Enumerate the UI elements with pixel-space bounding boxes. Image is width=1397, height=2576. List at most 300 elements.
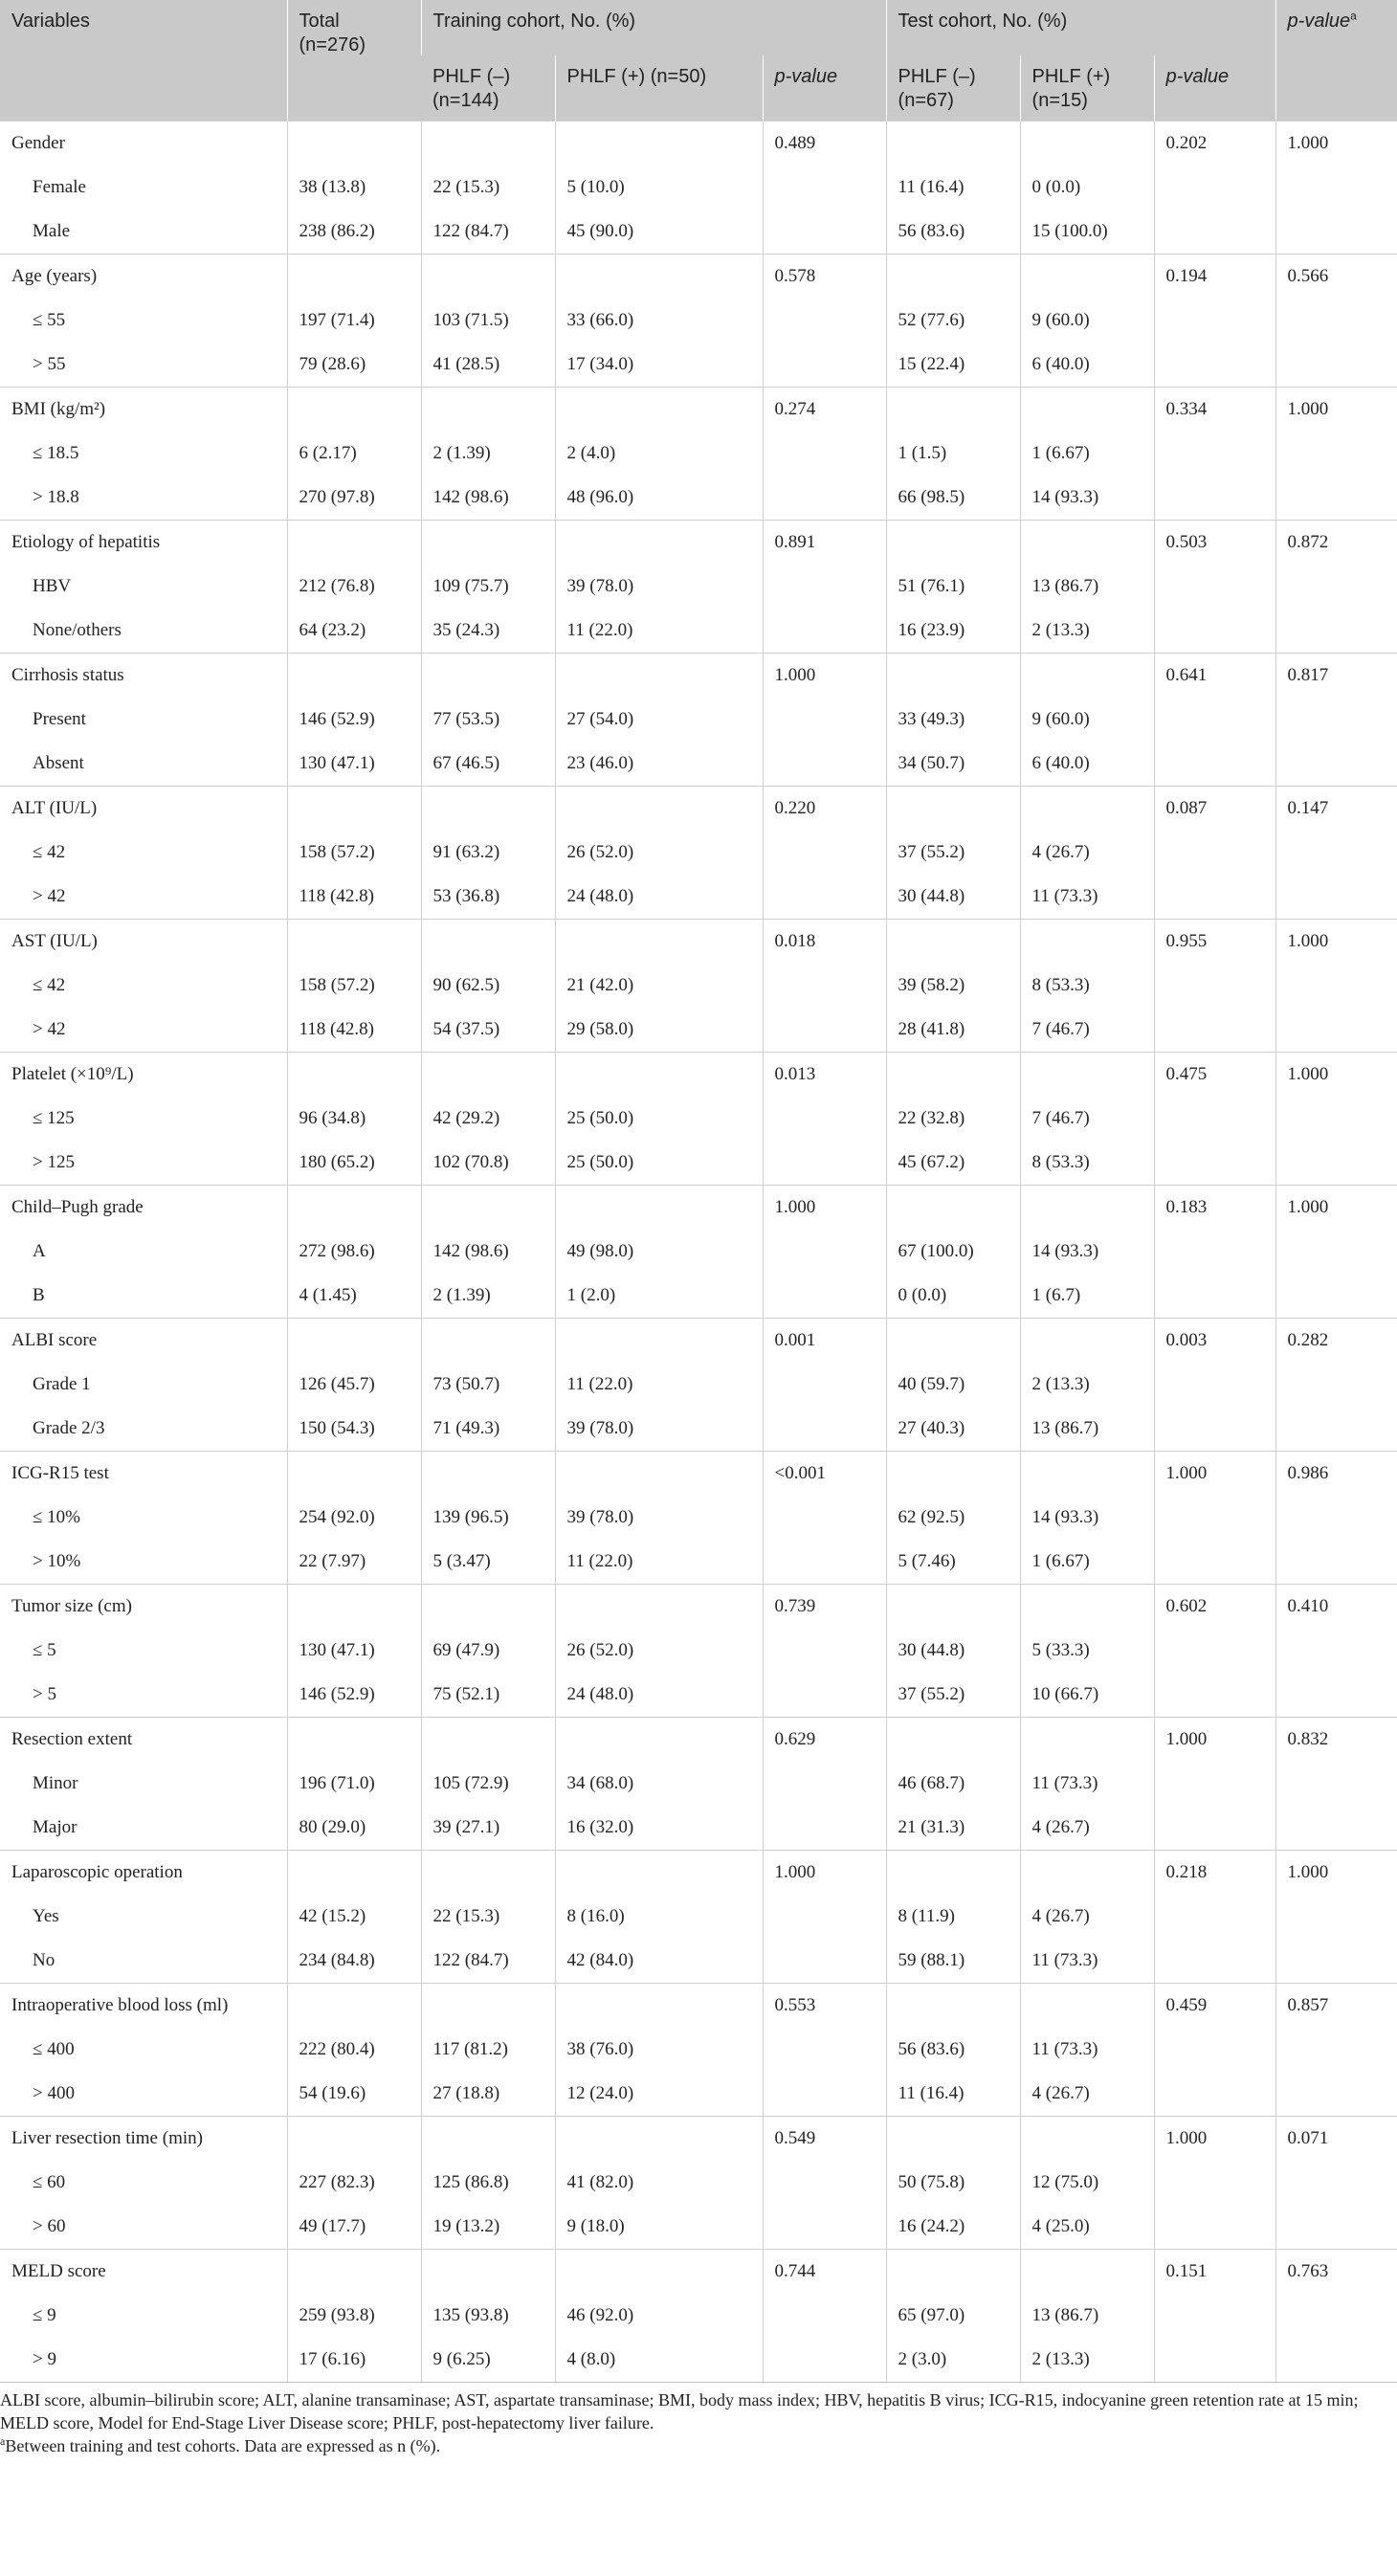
variable-label: Laparoscopic operation: [0, 1851, 287, 1896]
total-cell: 180 (65.2): [287, 1141, 421, 1186]
variable-category-row: [0, 875, 1397, 920]
training-p-value-cell: [763, 2161, 886, 2205]
overall-p-value-cell: 0.872: [1275, 521, 1397, 566]
variable-category-row: [0, 210, 1397, 255]
variable-label: Major: [33, 1817, 78, 1837]
test-phlf-neg-cell: 65 (97.0): [886, 2294, 1020, 2338]
test-phlf-pos-cell: 14 (93.3): [1020, 476, 1154, 521]
training-p-value-cell: 0.220: [763, 787, 886, 832]
overall-p-value-cell: [1275, 2294, 1397, 2338]
test-phlf-neg-cell: [886, 1851, 1020, 1896]
test-p-value-cell: [1154, 343, 1275, 388]
total-cell: [287, 255, 421, 300]
variable-category-row: [0, 2028, 1397, 2072]
test-p-value-cell: [1154, 609, 1275, 654]
test-phlf-neg-cell: [886, 787, 1020, 832]
variable-label: B: [33, 1285, 45, 1305]
variable-label: Minor: [33, 1773, 78, 1793]
variable-group-row: [0, 1319, 1397, 1364]
variable-label: > 400: [33, 2083, 75, 2103]
footnote-a-marker: a: [0, 2434, 6, 2448]
test-p-value-cell: 0.503: [1154, 521, 1275, 566]
total-cell: [287, 1851, 421, 1896]
training-p-value-cell: 0.013: [763, 1053, 886, 1098]
training-phlf-neg-cell: [421, 1718, 555, 1763]
training-phlf-pos-cell: 41 (82.0): [555, 2161, 763, 2205]
training-phlf-pos-cell: 25 (50.0): [555, 1141, 763, 1186]
training-phlf-neg-cell: 9 (6.25): [421, 2338, 555, 2383]
test-phlf-pos-cell: [1020, 1452, 1154, 1497]
test-phlf-neg-cell: 16 (24.2): [886, 2205, 1020, 2250]
variable-category-row: [0, 1939, 1397, 1984]
overall-p-value-cell: [1275, 343, 1397, 388]
variable-group-row: [0, 1984, 1397, 2029]
training-p-value-cell: [763, 1363, 886, 1407]
training-phlf-pos-cell: 29 (58.0): [555, 1008, 763, 1053]
total-cell: 42 (15.2): [287, 1895, 421, 1939]
test-phlf-pos-cell: [1020, 920, 1154, 965]
test-phlf-pos-cell: 4 (26.7): [1020, 1895, 1154, 1939]
training-p-value-cell: [763, 875, 886, 920]
overall-p-value-cell: [1275, 875, 1397, 920]
test-phlf-pos-cell: 2 (13.3): [1020, 609, 1154, 654]
training-p-value-cell: 1.000: [763, 1851, 886, 1896]
training-phlf-pos-cell: 1 (2.0): [555, 1274, 763, 1319]
variable-label: No: [33, 1950, 55, 1970]
test-phlf-pos-cell: 14 (93.3): [1020, 1230, 1154, 1274]
variable-label: Etiology of hepatitis: [0, 521, 287, 566]
header-test-p-value-text: p-value: [1165, 66, 1230, 87]
training-p-value-cell: 0.553: [763, 1984, 886, 2029]
variable-category-row: [0, 1274, 1397, 1319]
training-phlf-neg-cell: [421, 122, 555, 167]
test-p-value-cell: 0.641: [1154, 654, 1275, 699]
overall-p-value-cell: [1275, 609, 1397, 654]
test-p-value-cell: [1154, 166, 1275, 210]
test-phlf-pos-cell: 1 (6.7): [1020, 1274, 1154, 1319]
variable-group-row: [0, 388, 1397, 433]
training-p-value-cell: [763, 2294, 886, 2338]
variable-label: > 125: [33, 1152, 75, 1172]
overall-p-value-cell: 1.000: [1275, 920, 1397, 965]
overall-p-value-cell: [1275, 1540, 1397, 1585]
training-phlf-pos-cell: [555, 521, 763, 566]
test-phlf-neg-cell: 15 (22.4): [886, 343, 1020, 388]
table-header: [0, 0, 1397, 122]
training-phlf-neg-cell: 122 (84.7): [421, 210, 555, 255]
header-overall-p-value-text: p-value: [1287, 11, 1351, 32]
test-phlf-pos-cell: 8 (53.3): [1020, 964, 1154, 1008]
variable-category-row: [0, 1008, 1397, 1053]
test-phlf-pos-cell: 8 (53.3): [1020, 1141, 1154, 1186]
total-cell: 197 (71.4): [287, 299, 421, 343]
test-p-value-cell: 0.218: [1154, 1851, 1275, 1896]
variable-category-row: [0, 2205, 1397, 2250]
training-phlf-neg-cell: [421, 1186, 555, 1231]
overall-p-value-cell: [1275, 698, 1397, 742]
variable-category-row: [0, 1895, 1397, 1939]
training-p-value-cell: [763, 609, 886, 654]
overall-p-value-cell: [1275, 1230, 1397, 1274]
total-cell: [287, 521, 421, 566]
overall-p-value-cell: 1.000: [1275, 122, 1397, 167]
test-p-value-cell: [1154, 1274, 1275, 1319]
training-phlf-neg-cell: 22 (15.3): [421, 1895, 555, 1939]
total-cell: [287, 654, 421, 699]
test-phlf-pos-cell: 2 (13.3): [1020, 1363, 1154, 1407]
variable-category-row: [0, 831, 1397, 875]
test-p-value-cell: [1154, 2338, 1275, 2383]
training-phlf-neg-cell: 102 (70.8): [421, 1141, 555, 1186]
total-cell: 96 (34.8): [287, 1097, 421, 1141]
training-phlf-neg-cell: 103 (71.5): [421, 299, 555, 343]
training-phlf-neg-cell: 19 (13.2): [421, 2205, 555, 2250]
training-phlf-pos-cell: 23 (46.0): [555, 742, 763, 787]
training-p-value-cell: [763, 210, 886, 255]
training-phlf-neg-cell: 2 (1.39): [421, 432, 555, 476]
variable-label: ≤ 5: [33, 1640, 56, 1660]
variable-label: A: [33, 1241, 46, 1261]
training-p-value-cell: [763, 964, 886, 1008]
variable-category-row: [0, 1806, 1397, 1851]
overall-p-value-cell: [1275, 1806, 1397, 1851]
overall-p-value-cell: [1275, 1274, 1397, 1319]
test-p-value-cell: [1154, 964, 1275, 1008]
variable-label: Liver resection time (min): [0, 2117, 287, 2162]
total-cell: [287, 2117, 421, 2162]
overall-p-value-cell: [1275, 1629, 1397, 1673]
total-cell: [287, 787, 421, 832]
variable-category-row: [0, 1540, 1397, 1585]
test-phlf-pos-cell: 12 (75.0): [1020, 2161, 1154, 2205]
test-phlf-pos-cell: 2 (13.3): [1020, 2338, 1154, 2383]
variable-group-row: [0, 920, 1397, 965]
variable-label: Platelet (×10⁹/L): [0, 1053, 287, 1098]
training-p-value-cell: [763, 1629, 886, 1673]
variable-category-row: [0, 166, 1397, 210]
variable-label: ≤ 60: [33, 2172, 66, 2192]
test-p-value-cell: [1154, 1629, 1275, 1673]
training-phlf-pos-cell: 24 (48.0): [555, 1673, 763, 1718]
total-cell: 158 (57.2): [287, 964, 421, 1008]
variable-label: > 10%: [33, 1551, 81, 1571]
test-phlf-pos-cell: 14 (93.3): [1020, 1496, 1154, 1540]
variable-label: > 42: [33, 1019, 66, 1039]
test-p-value-cell: 0.194: [1154, 255, 1275, 300]
test-p-value-cell: [1154, 2161, 1275, 2205]
variable-label: ≤ 18.5: [33, 443, 79, 463]
test-p-value-cell: [1154, 2028, 1275, 2072]
training-phlf-pos-cell: 33 (66.0): [555, 299, 763, 343]
overall-p-value-cell: 1.000: [1275, 1186, 1397, 1231]
header-total: Total (n=276): [287, 0, 421, 122]
overall-p-value-cell: [1275, 1407, 1397, 1452]
training-phlf-neg-cell: [421, 1585, 555, 1630]
test-phlf-neg-cell: 46 (68.7): [886, 1762, 1020, 1806]
training-phlf-pos-cell: 11 (22.0): [555, 1540, 763, 1585]
total-cell: [287, 1984, 421, 2029]
test-p-value-cell: [1154, 1895, 1275, 1939]
test-phlf-neg-cell: 56 (83.6): [886, 2028, 1020, 2072]
test-p-value-cell: 0.334: [1154, 388, 1275, 433]
variable-label: Cirrhosis status: [0, 654, 287, 699]
total-cell: 238 (86.2): [287, 210, 421, 255]
training-p-value-cell: [763, 1895, 886, 1939]
training-phlf-neg-cell: 41 (28.5): [421, 343, 555, 388]
training-phlf-pos-cell: 27 (54.0): [555, 698, 763, 742]
total-cell: 79 (28.6): [287, 343, 421, 388]
training-phlf-pos-cell: 39 (78.0): [555, 565, 763, 609]
test-phlf-pos-cell: 7 (46.7): [1020, 1097, 1154, 1141]
total-cell: [287, 388, 421, 433]
overall-p-value-cell: 0.763: [1275, 2250, 1397, 2295]
training-p-value-cell: 0.629: [763, 1718, 886, 1763]
training-phlf-neg-cell: 135 (93.8): [421, 2294, 555, 2338]
variable-label: Intraoperative blood loss (ml): [0, 1984, 287, 2029]
test-phlf-pos-cell: [1020, 255, 1154, 300]
variable-label: ALT (IU/L): [0, 787, 287, 832]
total-cell: [287, 2250, 421, 2295]
training-phlf-neg-cell: 142 (98.6): [421, 1230, 555, 1274]
variable-label: Grade 2/3: [33, 1418, 105, 1438]
total-cell: 38 (13.8): [287, 166, 421, 210]
training-phlf-neg-cell: 77 (53.5): [421, 698, 555, 742]
footnote-a: [0, 2434, 1386, 2457]
training-p-value-cell: [763, 2338, 886, 2383]
test-phlf-pos-cell: 10 (66.7): [1020, 1673, 1154, 1718]
training-phlf-pos-cell: 9 (18.0): [555, 2205, 763, 2250]
training-p-value-cell: [763, 166, 886, 210]
test-p-value-cell: 0.183: [1154, 1186, 1275, 1231]
test-phlf-neg-cell: 40 (59.7): [886, 1363, 1020, 1407]
test-phlf-pos-cell: 5 (33.3): [1020, 1629, 1154, 1673]
overall-p-value-cell: [1275, 1939, 1397, 1984]
training-p-value-cell: [763, 1496, 886, 1540]
overall-p-value-cell: 0.071: [1275, 2117, 1397, 2162]
total-cell: [287, 1053, 421, 1098]
total-cell: 196 (71.0): [287, 1762, 421, 1806]
overall-p-value-cell: [1275, 210, 1397, 255]
training-phlf-pos-cell: [555, 1984, 763, 2029]
training-phlf-pos-cell: 21 (42.0): [555, 964, 763, 1008]
test-p-value-cell: [1154, 2294, 1275, 2338]
header-variables: Variables: [0, 0, 287, 122]
test-phlf-neg-cell: [886, 122, 1020, 167]
test-phlf-neg-cell: 37 (55.2): [886, 1673, 1020, 1718]
table-footnotes: [0, 2383, 1397, 2457]
overall-p-value-cell: [1275, 831, 1397, 875]
training-p-value-cell: <0.001: [763, 1452, 886, 1497]
variable-label: AST (IU/L): [0, 920, 287, 965]
overall-p-value-cell: [1275, 2338, 1397, 2383]
overall-p-value-cell: 0.282: [1275, 1319, 1397, 1364]
variable-label: Yes: [33, 1906, 59, 1926]
abbreviations-footnote: ALBI score, albumin–bilirubin score; ALT, alanine transaminase; AST, aspartate transaminase; BMI, body mass index; HBV, hepatitis B virus; ICG-R15, indocyanine green retention rate at 15 min; MELD score, Model for End-Stage Liver Disease score; PHLF, post-hepatectomy liver failure.: [0, 2390, 1359, 2432]
training-p-value-cell: [763, 1806, 886, 1851]
variable-label: Gender: [0, 122, 287, 167]
overall-p-value-cell: [1275, 1673, 1397, 1718]
variable-category-row: [0, 1762, 1397, 1806]
training-phlf-neg-cell: [421, 1319, 555, 1364]
test-p-value-cell: [1154, 2205, 1275, 2250]
training-p-value-cell: [763, 432, 886, 476]
test-phlf-neg-cell: 21 (31.3): [886, 1806, 1020, 1851]
total-cell: 22 (7.97): [287, 1540, 421, 1585]
variable-category-row: [0, 1363, 1397, 1407]
table-body: [0, 122, 1397, 2383]
test-phlf-neg-cell: 33 (49.3): [886, 698, 1020, 742]
test-phlf-pos-cell: 9 (60.0): [1020, 698, 1154, 742]
header-test-p-value: [1154, 56, 1275, 122]
training-phlf-pos-cell: 25 (50.0): [555, 1097, 763, 1141]
total-cell: 158 (57.2): [287, 831, 421, 875]
training-phlf-neg-cell: 54 (37.5): [421, 1008, 555, 1053]
test-phlf-neg-cell: [886, 2117, 1020, 2162]
variable-label: Tumor size (cm): [0, 1585, 287, 1630]
total-cell: [287, 1718, 421, 1763]
training-phlf-neg-cell: 109 (75.7): [421, 565, 555, 609]
test-phlf-neg-cell: 59 (88.1): [886, 1939, 1020, 1984]
test-p-value-cell: [1154, 2072, 1275, 2117]
total-cell: 6 (2.17): [287, 432, 421, 476]
test-phlf-pos-cell: [1020, 1585, 1154, 1630]
training-phlf-pos-cell: 24 (48.0): [555, 875, 763, 920]
test-phlf-pos-cell: 6 (40.0): [1020, 742, 1154, 787]
variable-label: ≤ 55: [33, 310, 66, 330]
training-phlf-neg-cell: 71 (49.3): [421, 1407, 555, 1452]
test-phlf-neg-cell: [886, 1718, 1020, 1763]
overall-p-value-cell: [1275, 299, 1397, 343]
total-cell: 272 (98.6): [287, 1230, 421, 1274]
test-phlf-neg-cell: 34 (50.7): [886, 742, 1020, 787]
training-phlf-neg-cell: 75 (52.1): [421, 1673, 555, 1718]
training-phlf-pos-cell: [555, 2117, 763, 2162]
training-phlf-pos-cell: 5 (10.0): [555, 166, 763, 210]
header-training-phlf-negative: PHLF (–) (n=144): [421, 56, 555, 122]
variable-group-row: [0, 122, 1397, 167]
test-p-value-cell: [1154, 1407, 1275, 1452]
training-phlf-neg-cell: 69 (47.9): [421, 1629, 555, 1673]
test-phlf-pos-cell: 4 (26.7): [1020, 2072, 1154, 2117]
training-phlf-pos-cell: [555, 654, 763, 699]
training-phlf-pos-cell: 4 (8.0): [555, 2338, 763, 2383]
training-phlf-neg-cell: 39 (27.1): [421, 1806, 555, 1851]
test-p-value-cell: [1154, 1141, 1275, 1186]
training-p-value-cell: 0.739: [763, 1585, 886, 1630]
footnote-a-text: Between training and test cohorts. Data are expressed as n (%).: [5, 2436, 441, 2455]
overall-p-value-cell: [1275, 166, 1397, 210]
training-phlf-pos-cell: [555, 1053, 763, 1098]
test-p-value-cell: [1154, 1496, 1275, 1540]
training-p-value-cell: 1.000: [763, 1186, 886, 1231]
header-training-p-value-text: p-value: [774, 66, 838, 87]
training-p-value-cell: 0.489: [763, 122, 886, 167]
variable-label: Female: [33, 177, 86, 197]
overall-p-value-cell: [1275, 1895, 1397, 1939]
test-phlf-neg-cell: 37 (55.2): [886, 831, 1020, 875]
test-phlf-neg-cell: 28 (41.8): [886, 1008, 1020, 1053]
training-p-value-cell: [763, 2072, 886, 2117]
total-cell: [287, 1319, 421, 1364]
variable-label: ALBI score: [0, 1319, 287, 1364]
test-phlf-pos-cell: 4 (26.7): [1020, 831, 1154, 875]
overall-p-value-cell: 0.410: [1275, 1585, 1397, 1630]
test-phlf-pos-cell: 0 (0.0): [1020, 166, 1154, 210]
test-phlf-pos-cell: [1020, 654, 1154, 699]
test-phlf-neg-cell: [886, 521, 1020, 566]
overall-p-value-cell: [1275, 1008, 1397, 1053]
training-phlf-neg-cell: 67 (46.5): [421, 742, 555, 787]
total-cell: 54 (19.6): [287, 2072, 421, 2117]
test-p-value-cell: [1154, 1673, 1275, 1718]
test-phlf-neg-cell: 27 (40.3): [886, 1407, 1020, 1452]
training-phlf-pos-cell: [555, 1718, 763, 1763]
training-phlf-pos-cell: 45 (90.0): [555, 210, 763, 255]
test-p-value-cell: 0.151: [1154, 2250, 1275, 2295]
overall-p-value-cell: 1.000: [1275, 1053, 1397, 1098]
training-phlf-neg-cell: 5 (3.47): [421, 1540, 555, 1585]
variable-category-row: [0, 2338, 1397, 2383]
variable-label: ICG-R15 test: [0, 1452, 287, 1497]
training-p-value-cell: [763, 476, 886, 521]
training-phlf-pos-cell: [555, 122, 763, 167]
total-cell: 80 (29.0): [287, 1806, 421, 1851]
variable-category-row: [0, 2161, 1397, 2205]
test-phlf-neg-cell: [886, 388, 1020, 433]
training-p-value-cell: [763, 2205, 886, 2250]
training-phlf-neg-cell: 142 (98.6): [421, 476, 555, 521]
overall-p-value-cell: [1275, 565, 1397, 609]
training-p-value-cell: [763, 1407, 886, 1452]
test-phlf-neg-cell: [886, 654, 1020, 699]
test-phlf-neg-cell: 8 (11.9): [886, 1895, 1020, 1939]
overall-p-value-cell: 1.000: [1275, 1851, 1397, 1896]
training-phlf-neg-cell: [421, 1452, 555, 1497]
total-cell: 222 (80.4): [287, 2028, 421, 2072]
test-phlf-neg-cell: [886, 255, 1020, 300]
variable-label: Age (years): [0, 255, 287, 300]
total-cell: 146 (52.9): [287, 1673, 421, 1718]
overall-p-value-cell: [1275, 2028, 1397, 2072]
test-p-value-cell: [1154, 875, 1275, 920]
training-phlf-neg-cell: [421, 920, 555, 965]
test-phlf-pos-cell: 1 (6.67): [1020, 432, 1154, 476]
total-cell: 118 (42.8): [287, 1008, 421, 1053]
training-phlf-pos-cell: 39 (78.0): [555, 1407, 763, 1452]
overall-p-value-cell: 0.817: [1275, 654, 1397, 699]
variable-category-row: [0, 476, 1397, 521]
overall-p-value-cell: [1275, 1363, 1397, 1407]
test-phlf-neg-cell: 11 (16.4): [886, 2072, 1020, 2117]
variable-group-row: [0, 1718, 1397, 1763]
test-phlf-neg-cell: 51 (76.1): [886, 565, 1020, 609]
variable-group-row: [0, 1186, 1397, 1231]
variable-label: HBV: [33, 576, 72, 596]
training-phlf-pos-cell: 46 (92.0): [555, 2294, 763, 2338]
test-phlf-neg-cell: 62 (92.5): [886, 1496, 1020, 1540]
total-cell: [287, 1186, 421, 1231]
total-cell: [287, 122, 421, 167]
variable-category-row: [0, 1141, 1397, 1186]
variable-group-row: [0, 2250, 1397, 2295]
test-p-value-cell: [1154, 698, 1275, 742]
test-phlf-pos-cell: 11 (73.3): [1020, 1762, 1154, 1806]
training-phlf-pos-cell: 12 (24.0): [555, 2072, 763, 2117]
test-phlf-neg-cell: 16 (23.9): [886, 609, 1020, 654]
training-phlf-pos-cell: 11 (22.0): [555, 609, 763, 654]
training-phlf-neg-cell: [421, 1851, 555, 1896]
variable-category-row: [0, 964, 1397, 1008]
